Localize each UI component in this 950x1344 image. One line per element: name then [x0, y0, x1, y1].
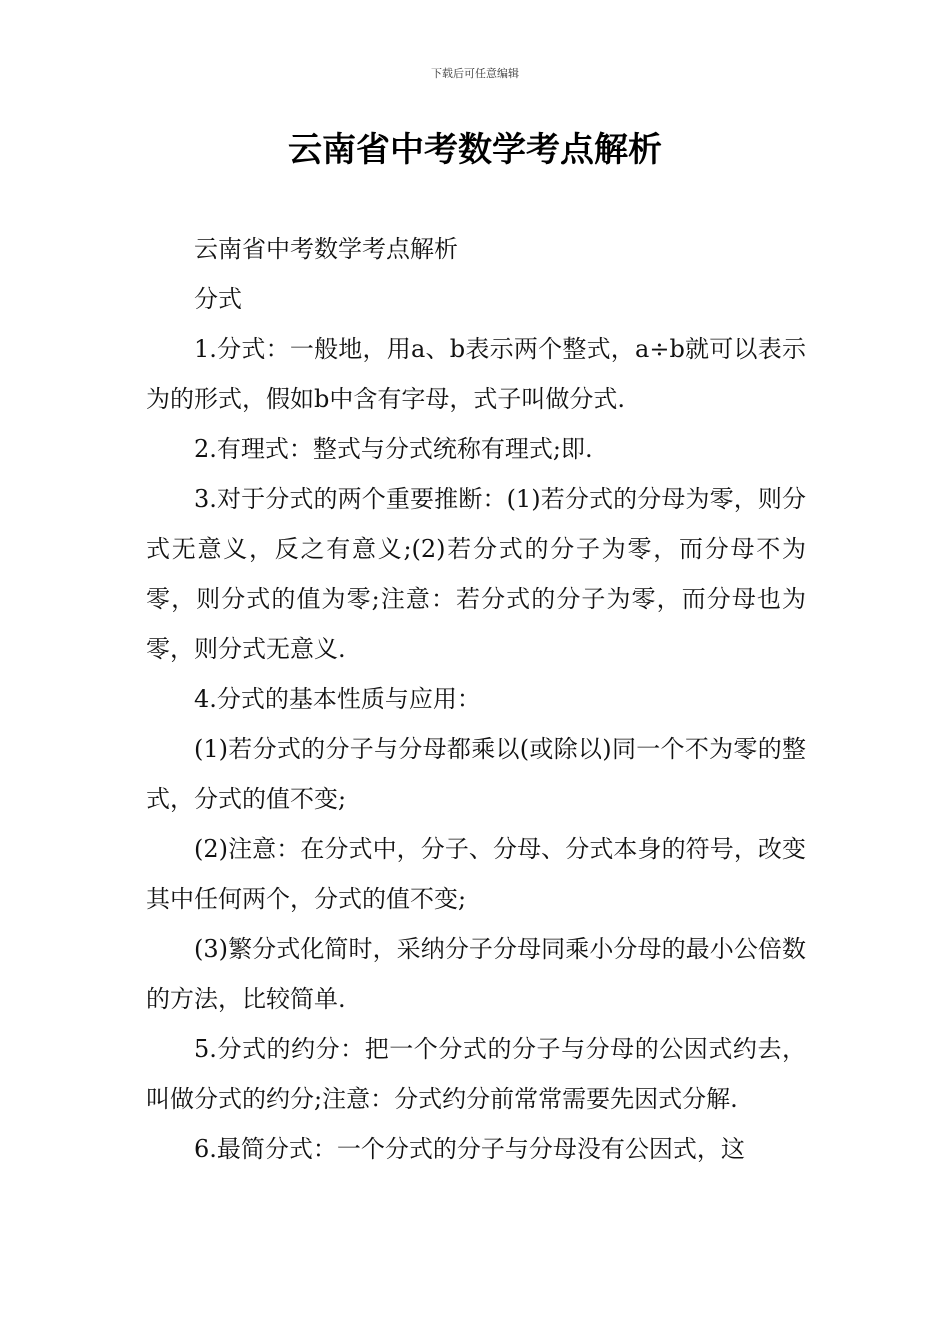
paragraph-subtitle: 云南省中考数学考点解析	[194, 235, 458, 263]
paragraph-1: 1.分式：一般地，用a、b表示两个整式，a÷b就可以表示为的形式，假如b中含有字母，式子叫做分式.	[146, 335, 806, 413]
paragraph-6: 6.最简分式：一个分式的分子与分母没有公因式，这	[194, 1135, 745, 1163]
header-note: 下载后可任意编辑	[431, 67, 519, 80]
paragraph-3: 3.对于分式的两个重要推断：(1)若分式的分母为零，则分式无意义，反之有意义;(2)若分式的分子为零，而分母不为零，则分式的值为零;注意：若分式的分子为零，而分母也为零，则分式无意义.	[146, 485, 806, 663]
paragraph-4-1: (1)若分式的分子与分母都乘以(或除以)同一个不为零的整式，分式的值不变;	[146, 735, 806, 813]
paragraph-4-2: (2)注意：在分式中，分子、分母、分式本身的符号，改变其中任何两个，分式的值不变;	[146, 835, 806, 913]
paragraph-2: 2.有理式：整式与分式统称有理式;即.	[194, 435, 593, 463]
paragraph-section-heading: 分式	[194, 285, 242, 313]
paragraph-4-3: (3)繁分式化简时，采纳分子分母同乘小分母的最小公倍数的方法，比较简单.	[146, 935, 806, 1013]
document-title: 云南省中考数学考点解析	[288, 130, 662, 170]
paragraph-4: 4.分式的基本性质与应用：	[194, 685, 481, 713]
document-body	[146, 224, 806, 1174]
paragraph-5: 5.分式的约分：把一个分式的分子与分母的公因式约去，叫做分式的约分;注意：分式约分前常常需要先因式分解.	[146, 1035, 806, 1113]
